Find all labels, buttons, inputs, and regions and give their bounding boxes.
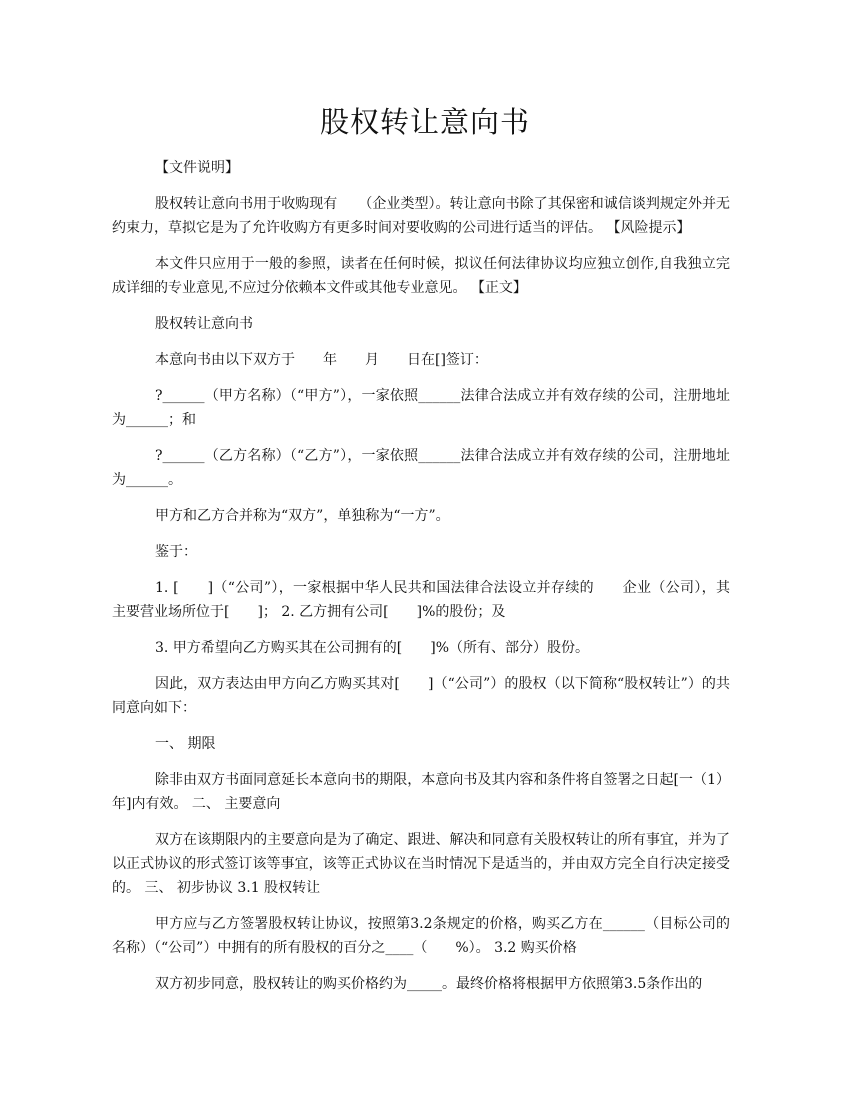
paragraph-main-intent: 双方在该期限内的主要意向是为了确定、跟进、解决和同意有关股权转让的所有事宜，并为了以正式协议的形式签订该等事宜，该等正式协议在当时情况下是适当的，并由双方完全自行决定接受的。 三、 初步协议 3.1 股权转让 [112, 832, 730, 896]
paragraph-share-transfer: 甲方应与乙方签署股权转让协议，按照第3.2条规定的价格，购买乙方在______（目标公司的名称）（“公司”）中拥有的所有股权的百分之____（ %）。 3.2 购买价格 [112, 916, 730, 956]
paragraph-term-validity: 除非由双方书面同意延长本意向书的期限，本意向书及其内容和条件将自签署之日起[一（1）年]内有效。 二、 主要意向 [112, 772, 730, 812]
paragraph-purchase-price: 双方初步同意，股权转让的购买价格约为_____。最终价格将根据甲方依照第3.5条作出的 [155, 976, 703, 992]
paragraph-subtitle: 股权转让意向书 [155, 316, 253, 332]
paragraph-signing-date: 本意向书由以下双方于 年 月 日在[]签订： [155, 352, 488, 368]
section-heading-file-description: 【文件说明】 [155, 160, 239, 176]
paragraph-recital-1-2: 1. [ ]（“公司”），一家根据中华人民共和国法律合法设立并存续的 企业（公司），其主要营业场所位于[ ]； 2. 乙方拥有公司[ ]%的股份；及 [112, 580, 730, 620]
paragraph-party-b: ?______（乙方名称）（“乙方”），一家依照______法律合法成立并有效存续的公司，注册地址为______。 [112, 448, 730, 488]
document-title: 股权转让意向书 [319, 105, 530, 139]
paragraph-purpose: 股权转让意向书用于收购现有 （企业类型）。转让意向书除了其保密和诚信谈判规定外并无约束力，草拟它是为了允许收购方有更多时间对要收购的公司进行适当的评估。 【风险提示】 [112, 196, 730, 236]
paragraph-whereas: 鉴于： [155, 544, 197, 560]
paragraph-section-term: 一、 期限 [155, 736, 216, 752]
paragraph-risk-notice: 本文件只应用于一般的参照，读者在任何时候，拟议任何法律协议均应独立创作,自我独立完成详细的专业意见,不应过分依赖本文件或其他专业意见。 【正文】 [112, 256, 730, 296]
paragraph-recital-3: 3. 甲方希望向乙方购买其在公司拥有的[ ]%（所有、部分）股份。 [155, 640, 590, 656]
paragraph-intent: 因此，双方表达由甲方向乙方购买其对[ ]（“公司”）的股权（以下简称“股权转让”）的共同意向如下： [112, 676, 730, 716]
paragraph-party-a: ?______（甲方名称）（“甲方”），一家依照______法律合法成立并有效存续的公司，注册地址为______；和 [112, 388, 730, 428]
paragraph-parties-definition: 甲方和乙方合并称为“双方”，单独称为“一方”。 [155, 508, 450, 524]
document-body [112, 156, 730, 1008]
